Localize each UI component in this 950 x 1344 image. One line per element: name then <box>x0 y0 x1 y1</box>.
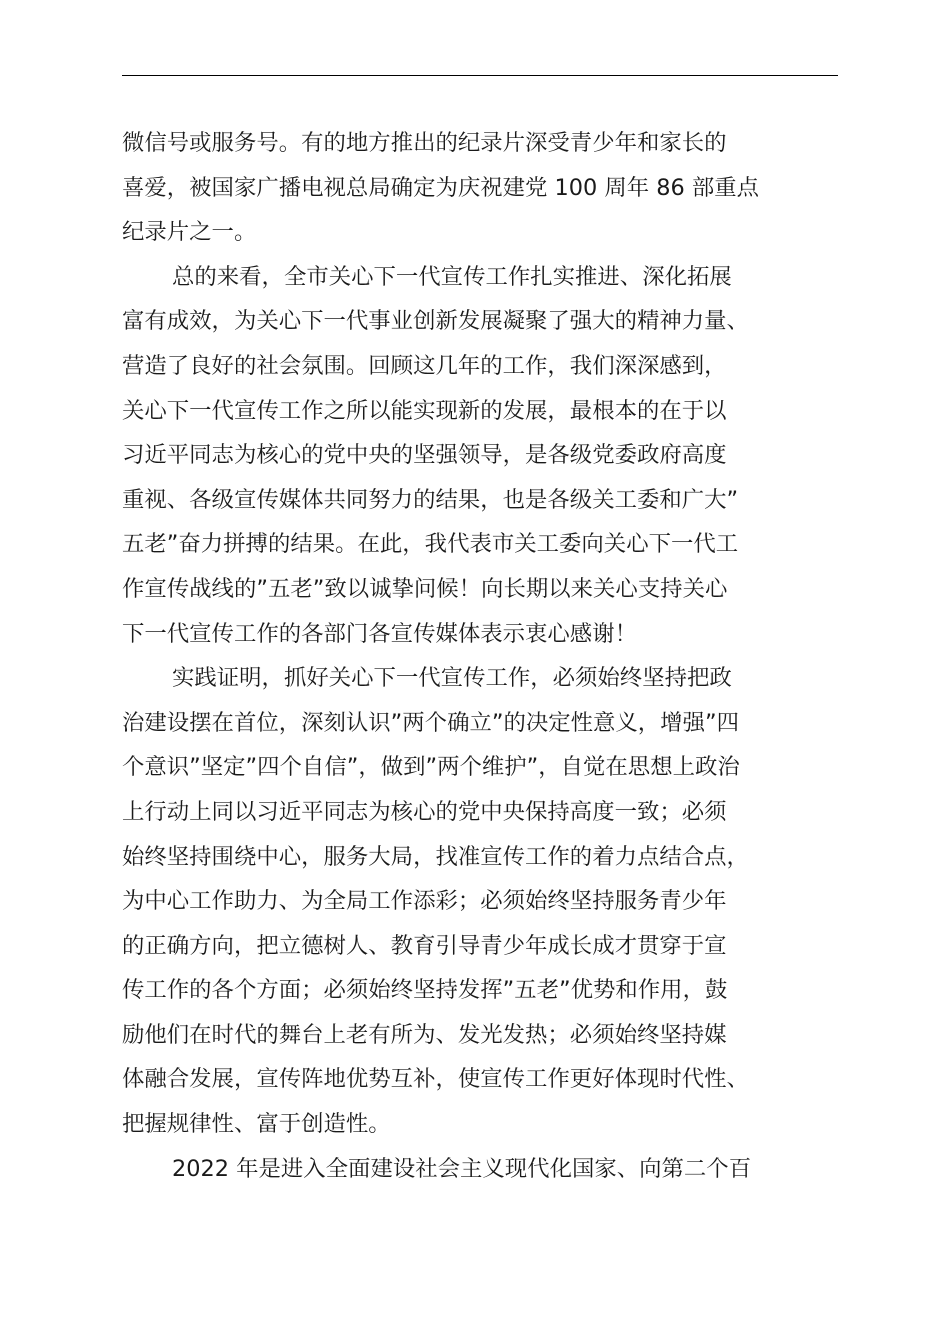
paragraph-start-line: 实践证明，抓好关心下一代宣传工作，必须始终坚持把政 <box>172 665 732 692</box>
text-line: 习近平同志为核心的党中央的坚强领导，是各级党委政府高度 <box>122 442 727 469</box>
paragraph-start-line: 2022 年是进入全面建设社会主义现代化国家、向第二个百 <box>172 1155 752 1182</box>
text-line: 喜爱，被国家广播电视总局确定为庆祝建党 100 周年 86 部重点 <box>122 174 760 201</box>
text-line: 重视、各级宣传媒体共同努力的结果，也是各级关工委和广大” <box>122 486 739 513</box>
paragraph-start-line: 总的来看，全市关心下一代宣传工作扎实推进、深化拓展 <box>172 263 732 290</box>
text-line: 五老”奋力拼搏的结果。在此，我代表市关工委向关心下一代工 <box>122 531 739 558</box>
text-line: 作宣传战线的”五老”致以诚挚问候！向长期以来关心支持关心 <box>122 575 728 602</box>
text-line: 下一代宣传工作的各部门各宣传媒体表示衷心感谢！ <box>122 620 637 647</box>
text-line: 的正确方向，把立德树人、教育引导青少年成长成才贯穿于宣 <box>122 932 727 959</box>
text-line: 励他们在时代的舞台上老有所为、发光发热；必须始终坚持媒 <box>122 1021 727 1048</box>
text-line: 微信号或服务号。有的地方推出的纪录片深受青少年和家长的 <box>122 130 727 156</box>
text-line: 个意识”坚定”四个自信”，做到”两个维护”，自觉在思想上政治 <box>122 754 740 781</box>
text-line: 关心下一代宣传工作之所以能实现新的发展，最根本的在于以 <box>122 397 727 424</box>
text-line: 把握规律性、富于创造性。 <box>122 1111 391 1138</box>
text-line: 纪录片之一。 <box>122 219 257 246</box>
text-line: 体融合发展，宣传阵地优势互补，使宣传工作更好体现时代性、 <box>122 1066 749 1093</box>
text-line: 传工作的各个方面；必须始终坚持发挥”五老”优势和作用，鼓 <box>122 977 728 1004</box>
header-rule <box>122 75 838 76</box>
text-line: 富有成效，为关心下一代事业创新发展凝聚了强大的精神力量、 <box>122 308 749 335</box>
body-text <box>122 121 862 1191</box>
text-line: 营造了良好的社会氛围。回顾这几年的工作，我们深深感到， <box>122 352 727 379</box>
text-line: 治建设摆在首位，深刻认识”两个确立”的决定性意义，增强”四 <box>122 709 739 736</box>
text-line: 上行动上同以习近平同志为核心的党中央保持高度一致；必须 <box>122 798 727 825</box>
text-line: 为中心工作助力、为全局工作添彩；必须始终坚持服务青少年 <box>122 888 727 915</box>
text-line: 始终坚持围绕中心，服务大局，找准宣传工作的着力点结合点， <box>122 843 749 870</box>
